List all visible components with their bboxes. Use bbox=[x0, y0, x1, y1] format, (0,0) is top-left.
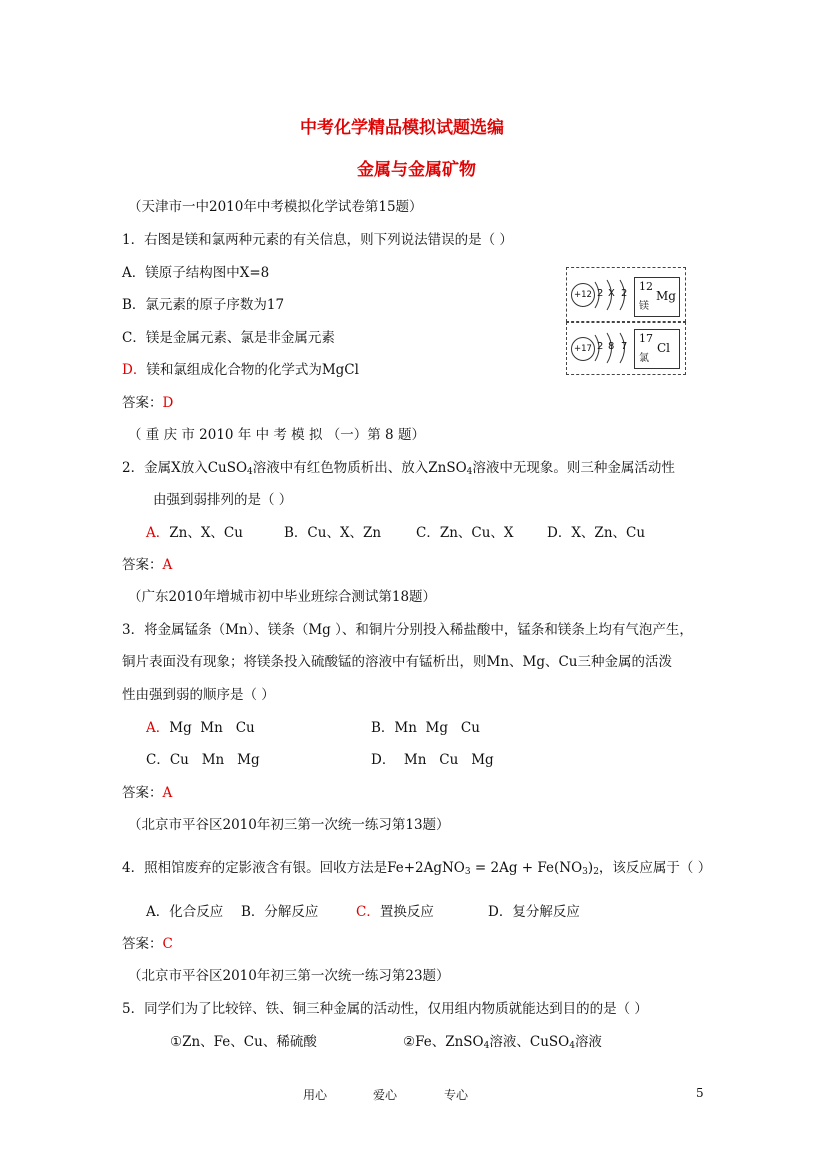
q2-option-a bbox=[146, 521, 243, 541]
q5-opt2-part3: 溶液 bbox=[574, 1034, 602, 1050]
q2-stem-line2: 由强到弱排列的是（ ） bbox=[153, 492, 293, 508]
q4-answer-value: C bbox=[162, 936, 173, 952]
q3-stem-line3: 性由强到弱的顺序是（ ） bbox=[122, 687, 275, 703]
q5-sub: 4 bbox=[483, 1041, 490, 1051]
q3-option-c: C．Cu Mn Mg bbox=[146, 752, 260, 768]
q3-answer bbox=[122, 781, 172, 801]
q2-sub: 4 bbox=[247, 467, 253, 477]
mg-element-card bbox=[634, 277, 680, 317]
q4-stem-part2: = 2Ag + Fe(NO bbox=[470, 860, 583, 876]
q4-option-c-text: 置换反应 bbox=[379, 904, 434, 920]
q4-option-c-letter: C． bbox=[356, 904, 380, 920]
q4-stem-part4: ，该反应属于（ ） bbox=[598, 860, 712, 876]
q4-answer bbox=[122, 932, 173, 952]
document-title: 中考化学精品模拟试题选编 bbox=[300, 118, 504, 138]
q4-sub: 3 bbox=[582, 867, 588, 877]
footer-text-2: 爱心 bbox=[373, 1088, 398, 1102]
mg-shell-2: X bbox=[608, 288, 615, 299]
q1-source: （天津市一中2010年中考模拟化学试卷第15题） bbox=[128, 199, 423, 215]
atom-structure-figure bbox=[566, 267, 686, 375]
q4-stem bbox=[122, 856, 711, 877]
q1-answer-label: 答案： bbox=[122, 395, 163, 411]
q1-option-c: C．镁是金属元素、氯是非金属元素 bbox=[122, 330, 335, 346]
q2-option-b: B．Cu、X、Zn bbox=[284, 525, 382, 541]
q3-option-a-text: Mg Mn Cu bbox=[169, 720, 255, 736]
q4-stem-part1: 4．照相馆废弃的定影液含有银。回收方法是Fe+2AgNO bbox=[122, 860, 465, 876]
mg-panel bbox=[566, 267, 686, 322]
mg-atomic-number: 12 bbox=[639, 280, 653, 293]
cl-element-name: 氯 bbox=[639, 353, 649, 364]
q5-option-2 bbox=[403, 1030, 602, 1051]
q2-stem-part2: 溶液中有红色物质析出、放入ZnSO bbox=[252, 460, 467, 476]
q4-option-d: D．复分解反应 bbox=[488, 904, 580, 920]
q2-option-a-letter: A． bbox=[146, 525, 170, 541]
document-subtitle: 金属与金属矿物 bbox=[357, 160, 476, 180]
q3-source: （广东2010年增城市初中毕业班综合测试第18题） bbox=[128, 589, 437, 605]
q5-stem: 5．同学们为了比较锌、铁、铜三种金属的活动性，仅用组内物质就能达到目的的是（ ） bbox=[122, 1001, 648, 1017]
q2-answer bbox=[122, 553, 172, 573]
mg-shell-3: 2 bbox=[621, 288, 628, 299]
mg-shell-1: 2 bbox=[597, 288, 604, 299]
q1-stem: 1．右图是镁和氯两种元素的有关信息，则下列说法错误的是（ ） bbox=[122, 232, 513, 248]
q4-sub: 2 bbox=[593, 867, 599, 877]
q2-option-d: D．X、Zn、Cu bbox=[547, 525, 646, 541]
cl-element-card bbox=[634, 329, 680, 369]
q2-stem-part1: 2．金属X放入CuSO bbox=[122, 460, 248, 476]
cl-atomic-number: 17 bbox=[639, 332, 653, 345]
page-number: 5 bbox=[696, 1086, 704, 1100]
q2-source: （ 重 庆 市 2010 年 中 考 模 拟 （一）第 8 题） bbox=[128, 427, 425, 443]
q2-option-a-text: Zn、X、Cu bbox=[169, 525, 243, 541]
cl-shell-3: 7 bbox=[621, 341, 628, 352]
cl-shell-1: 2 bbox=[597, 341, 604, 352]
q2-answer-value: A bbox=[162, 557, 173, 573]
q3-stem-line2: 铜片表面没有现象；将镁条投入硫酸锰的溶液中有锰析出，则Mn、Mg、Cu三种金属的活泼 bbox=[122, 654, 673, 670]
q3-answer-value: A bbox=[162, 785, 173, 801]
q5-source: （北京市平谷区2010年初三第一次统一练习第23题） bbox=[128, 968, 450, 984]
q3-option-a-letter: A． bbox=[146, 720, 170, 736]
q3-stem-line1: 3．将金属锰条（Mn）、镁条（Mg ）、和铜片分别投入稀盐酸中，锰条和镁条上均有气泡产生， bbox=[122, 622, 693, 638]
cl-shell-2: 8 bbox=[608, 341, 615, 352]
q2-answer-label: 答案： bbox=[122, 557, 163, 573]
q1-answer bbox=[122, 391, 173, 411]
q4-sub: 3 bbox=[464, 867, 471, 877]
mg-element-name: 镁 bbox=[639, 301, 649, 312]
q1-option-d bbox=[122, 358, 359, 378]
q5-opt2-part2: 溶液、CuSO bbox=[489, 1034, 570, 1050]
q4-answer-label: 答案： bbox=[122, 936, 163, 952]
q2-stem-part3: 溶液中无现象。则三种金属活动性 bbox=[472, 460, 675, 476]
footer-text-3: 专心 bbox=[444, 1088, 469, 1102]
q5-sub: 4 bbox=[569, 1041, 575, 1051]
q1-option-d-letter: D． bbox=[122, 362, 147, 378]
cl-nucleus: +17 bbox=[571, 337, 595, 361]
q4-option-a: A．化合反应 bbox=[146, 904, 224, 920]
cl-panel bbox=[566, 322, 686, 375]
q1-option-d-text: 镁和氯组成化合物的化学式为MgCl bbox=[146, 362, 359, 378]
q1-option-b: B．氯元素的原子序数为17 bbox=[122, 297, 285, 313]
q4-stem-part3: ) bbox=[587, 860, 594, 876]
q3-option-d: D． Mn Cu Mg bbox=[371, 752, 494, 768]
cl-element-symbol: Cl bbox=[657, 341, 671, 355]
q4-option-b: B．分解反应 bbox=[241, 904, 319, 920]
footer-text-1: 用心 bbox=[303, 1088, 328, 1102]
mg-element-symbol: Mg bbox=[656, 289, 676, 303]
q5-option-1: ①Zn、Fe、Cu、稀硫酸 bbox=[170, 1034, 317, 1050]
q3-option-a bbox=[146, 716, 255, 736]
mg-nucleus: +12 bbox=[571, 283, 595, 307]
q3-option-b: B．Mn Mg Cu bbox=[371, 720, 480, 736]
q2-sub: 4 bbox=[466, 467, 473, 477]
q4-source: （北京市平谷区2010年初三第一次统一练习第13题） bbox=[128, 817, 450, 833]
q2-stem bbox=[122, 456, 675, 477]
q2-option-c: C．Zn、Cu、X bbox=[416, 525, 514, 541]
q1-answer-value: D bbox=[162, 395, 174, 411]
q4-option-c bbox=[356, 900, 434, 920]
q3-answer-label: 答案： bbox=[122, 785, 163, 801]
q1-option-a: A．镁原子结构图中X=8 bbox=[122, 265, 270, 281]
q5-opt2-part1: ②Fe、ZnSO bbox=[403, 1034, 484, 1050]
